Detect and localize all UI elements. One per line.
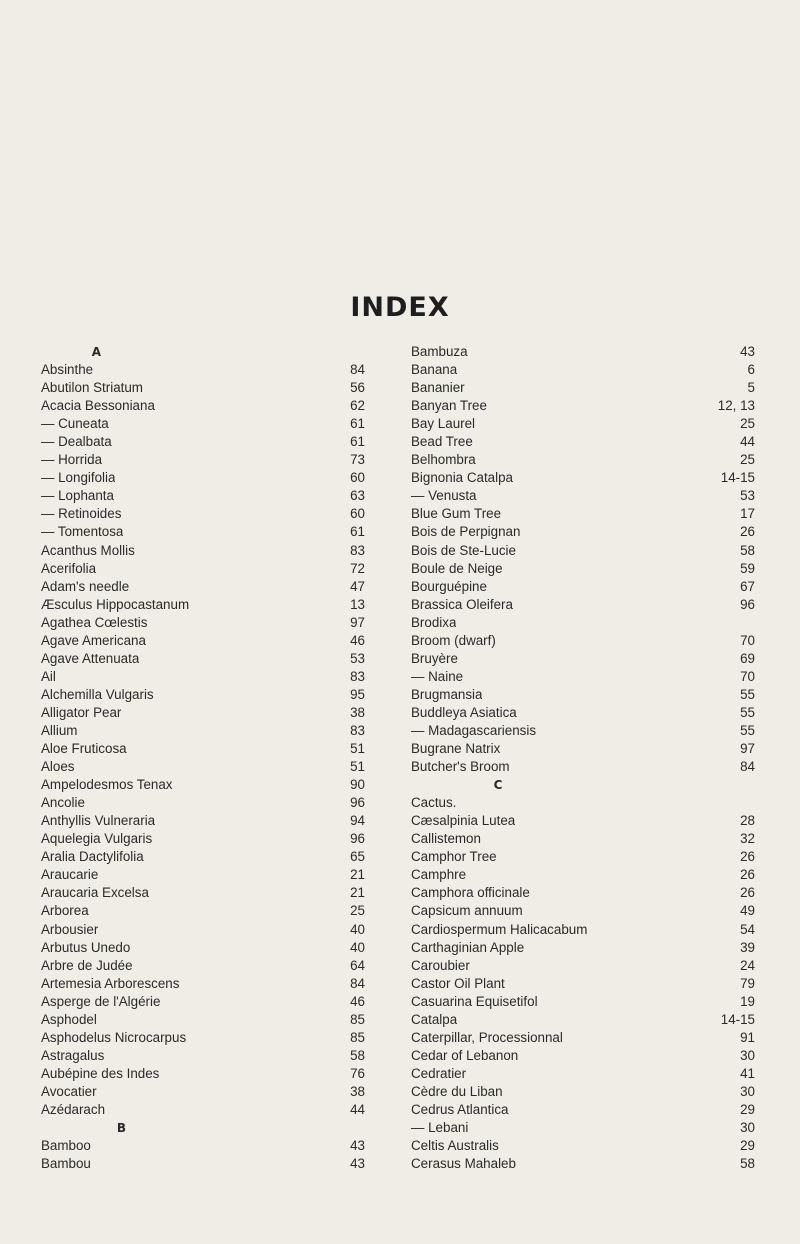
entry-name: — Lebani xyxy=(411,1120,469,1136)
entry-page: 46 xyxy=(350,993,365,1009)
index-entry xyxy=(41,975,365,993)
entry-page: 51 xyxy=(350,741,365,757)
index-entry xyxy=(411,1029,755,1047)
entry-name: Aralia Dactylifolia xyxy=(41,849,144,865)
index-entry xyxy=(41,632,365,650)
section-letter: C xyxy=(493,778,503,793)
entry-page: 64 xyxy=(350,957,365,973)
entry-page: 40 xyxy=(350,921,365,937)
entry-page: 47 xyxy=(350,578,365,594)
entry-name: Arbousier xyxy=(41,921,99,937)
index-entry xyxy=(411,1155,755,1173)
entry-page: 43 xyxy=(740,344,755,359)
index-entry xyxy=(41,1155,365,1173)
index-entry xyxy=(41,560,365,578)
entry-name: Butcher's Broom xyxy=(411,759,510,775)
entry-page: 61 xyxy=(350,434,365,450)
entry-page: 5 xyxy=(747,380,755,396)
entry-name: Bourguépine xyxy=(411,578,487,594)
entry-page: 14-15 xyxy=(720,1011,755,1027)
index-entry xyxy=(411,686,755,704)
index-entry xyxy=(411,433,755,451)
index-entry xyxy=(411,397,755,415)
entry-page: 21 xyxy=(350,867,365,883)
entry-page: 25 xyxy=(740,416,755,432)
entry-page: 30 xyxy=(740,1047,755,1063)
index-entry xyxy=(41,794,365,812)
entry-name: Aloes xyxy=(41,759,75,775)
index-entry xyxy=(411,650,755,668)
entry-page: 60 xyxy=(350,470,365,486)
index-entry xyxy=(411,830,755,848)
index-entry xyxy=(411,1047,755,1065)
entry-name: Banana xyxy=(411,362,458,378)
entry-name: Bambuza xyxy=(411,344,468,359)
index-entry xyxy=(41,614,365,632)
index-entry xyxy=(41,451,365,469)
index-entry xyxy=(41,722,365,740)
entry-name: Camphora officinale xyxy=(411,885,530,901)
index-entry xyxy=(411,957,755,975)
index-entry xyxy=(411,1011,755,1029)
entry-page: 30 xyxy=(740,1120,755,1136)
index-entry xyxy=(41,1011,365,1029)
entry-name: — Retinoides xyxy=(41,506,122,522)
entry-page: 14-15 xyxy=(720,470,755,486)
entry-page: 6 xyxy=(747,362,755,378)
index-entry xyxy=(411,487,755,505)
index-entry xyxy=(411,975,755,993)
entry-name: Casuarina Equisetifol xyxy=(411,993,538,1009)
entry-name: Broom (dwarf) xyxy=(411,632,496,648)
index-entry xyxy=(41,542,365,560)
index-entry xyxy=(41,1029,365,1047)
index-entry xyxy=(41,830,365,848)
index-entry xyxy=(41,812,365,830)
index-entry xyxy=(41,433,365,451)
entry-name: Caterpillar, Processionnal xyxy=(411,1029,563,1045)
entry-page: 84 xyxy=(350,362,365,378)
entry-name: Astragalus xyxy=(41,1047,105,1063)
entry-name: Carthaginian Apple xyxy=(411,939,525,955)
entry-name: Camphor Tree xyxy=(411,849,497,865)
entry-name: Capsicum annuum xyxy=(411,903,523,919)
entry-name: Arborea xyxy=(41,903,89,919)
entry-name: Ampelodesmos Tenax xyxy=(41,777,173,793)
entry-name: Acacia Bessoniana xyxy=(41,398,155,414)
index-entry xyxy=(41,578,365,596)
entry-name: — Tomentosa xyxy=(41,524,124,540)
entry-page: 61 xyxy=(350,524,365,540)
entry-name: Alligator Pear xyxy=(41,704,122,720)
entry-page: 26 xyxy=(740,885,755,901)
index-entry xyxy=(41,650,365,668)
index-entry xyxy=(411,812,755,830)
index-entry xyxy=(41,379,365,397)
section-heading xyxy=(411,776,755,794)
entry-name: Allium xyxy=(41,722,78,738)
index-entry xyxy=(411,343,755,361)
entry-page: 65 xyxy=(350,849,365,865)
entry-page: 97 xyxy=(350,614,365,630)
section-letter: A xyxy=(91,345,101,359)
entry-name: Aloe Fruticosa xyxy=(41,741,127,757)
index-entry xyxy=(41,848,365,866)
entry-name: Bugrane Natrix xyxy=(411,741,501,757)
entry-name: Bois de Ste-Lucie xyxy=(411,542,516,558)
entry-name: Bambou xyxy=(41,1156,91,1172)
entry-page: 26 xyxy=(740,524,755,540)
entry-page: 72 xyxy=(350,560,365,576)
index-entry xyxy=(411,866,755,884)
entry-page: 40 xyxy=(350,939,365,955)
section-heading xyxy=(41,343,365,361)
entry-name: Aquelegia Vulgaris xyxy=(41,831,153,847)
entry-name: Ail xyxy=(41,668,56,684)
index-entry xyxy=(411,469,755,487)
entry-page: 67 xyxy=(740,578,755,594)
index-entry xyxy=(41,596,365,614)
entry-name: Camphre xyxy=(411,867,467,883)
entry-page: 96 xyxy=(350,795,365,811)
index-entry xyxy=(41,921,365,939)
entry-page: 58 xyxy=(740,1156,755,1172)
entry-page: 38 xyxy=(350,704,365,720)
index-column-right xyxy=(411,343,755,1173)
entry-name: Artemesia Arborescens xyxy=(41,975,180,991)
entry-name: Asphodelus Nicrocarpus xyxy=(41,1029,187,1045)
entry-page: 24 xyxy=(740,957,755,973)
entry-name: Bois de Perpignan xyxy=(411,524,521,540)
entry-name: Celtis Australis xyxy=(411,1138,499,1154)
index-entry xyxy=(41,505,365,523)
entry-page: 44 xyxy=(350,1101,365,1117)
entry-name: Brodixa xyxy=(411,614,457,630)
entry-name: Abutilon Striatum xyxy=(41,380,143,396)
entry-page: 90 xyxy=(350,777,365,793)
entry-page: 29 xyxy=(740,1101,755,1117)
entry-name: — Venusta xyxy=(411,488,477,504)
index-entry xyxy=(411,848,755,866)
entry-page: 60 xyxy=(350,506,365,522)
entry-page: 17 xyxy=(740,506,755,522)
entry-name: Cerasus Mahaleb xyxy=(411,1156,516,1172)
entry-name: Boule de Neige xyxy=(411,560,503,576)
entry-name: Æsculus Hippocastanum xyxy=(41,596,190,612)
entry-page: 97 xyxy=(740,741,755,757)
entry-name: Cedar of Lebanon xyxy=(411,1047,519,1063)
entry-name: Callistemon xyxy=(411,831,481,847)
entry-page: 46 xyxy=(350,632,365,648)
entry-page: 53 xyxy=(740,488,755,504)
entry-name: Aubépine des Indes xyxy=(41,1065,160,1081)
entry-page: 61 xyxy=(350,416,365,432)
entry-page: 54 xyxy=(740,921,755,937)
index-entry xyxy=(41,523,365,541)
entry-page: 85 xyxy=(350,1029,365,1045)
index-entry xyxy=(41,361,365,379)
index-entry xyxy=(411,1083,755,1101)
entry-page: 53 xyxy=(350,650,365,666)
entry-name: Asphodel xyxy=(41,1011,97,1027)
entry-page: 79 xyxy=(740,975,755,991)
index-entry xyxy=(411,1119,755,1137)
entry-name: Agave Americana xyxy=(41,632,146,648)
entry-name: Cæsalpinia Lutea xyxy=(411,813,516,829)
index-entry xyxy=(41,397,365,415)
entry-name: Brugmansia xyxy=(411,686,483,702)
index-entry xyxy=(41,902,365,920)
index-entry xyxy=(411,722,755,740)
entry-name: Cedrus Atlantica xyxy=(411,1101,509,1117)
entry-name: Agathea Cœlestis xyxy=(41,614,148,630)
entry-name: Bananier xyxy=(411,380,465,396)
entry-name: Bamboo xyxy=(41,1138,91,1154)
entry-name: Arbre de Judée xyxy=(41,957,133,973)
entry-name: Ancolie xyxy=(41,795,85,811)
index-entry xyxy=(411,794,755,812)
entry-name: Arbutus Unedo xyxy=(41,939,131,955)
index-entry xyxy=(41,686,365,704)
entry-page: 49 xyxy=(740,903,755,919)
entry-page: 13 xyxy=(350,596,365,612)
index-entry xyxy=(41,469,365,487)
entry-name: Acerifolia xyxy=(41,560,97,576)
entry-name: Alchemilla Vulgaris xyxy=(41,686,154,702)
entry-name: Asperge de l'Algérie xyxy=(41,993,161,1009)
index-entry xyxy=(411,902,755,920)
index-entry xyxy=(411,415,755,433)
index-entry xyxy=(41,1065,365,1083)
entry-name: — Dealbata xyxy=(41,434,112,450)
index-entry xyxy=(411,505,755,523)
entry-name: Agave Attenuata xyxy=(41,650,140,666)
entry-page: 39 xyxy=(740,939,755,955)
entry-name: Banyan Tree xyxy=(411,398,487,414)
entry-name: Adam's needle xyxy=(41,578,130,594)
index-entry xyxy=(411,451,755,469)
entry-name: Anthyllis Vulneraria xyxy=(41,813,156,829)
index-entry xyxy=(41,1101,365,1119)
index-entry xyxy=(41,704,365,722)
index-entry xyxy=(411,542,755,560)
index-entry xyxy=(41,957,365,975)
entry-page: 25 xyxy=(740,452,755,468)
index-entry xyxy=(411,1101,755,1119)
entry-name: Bead Tree xyxy=(411,434,473,450)
entry-page: 85 xyxy=(350,1011,365,1027)
entry-page: 43 xyxy=(350,1156,365,1172)
entry-page: 59 xyxy=(740,560,755,576)
entry-page: 21 xyxy=(350,885,365,901)
entry-page: 58 xyxy=(350,1047,365,1063)
entry-page: 76 xyxy=(350,1065,365,1081)
entry-page: 73 xyxy=(350,452,365,468)
entry-name: Azédarach xyxy=(41,1101,106,1117)
index-entry xyxy=(41,740,365,758)
entry-page: 96 xyxy=(350,831,365,847)
index-entry xyxy=(41,776,365,794)
entry-name: Cactus. xyxy=(411,795,457,811)
entry-page: 62 xyxy=(350,398,365,414)
index-entry xyxy=(411,578,755,596)
section-letter: B xyxy=(116,1121,126,1136)
entry-page: 43 xyxy=(350,1138,365,1154)
entry-page: 84 xyxy=(350,975,365,991)
entry-page: 95 xyxy=(350,686,365,702)
entry-name: Araucarie xyxy=(41,867,99,883)
entry-page: 51 xyxy=(350,759,365,775)
entry-name: Catalpa xyxy=(411,1011,458,1027)
entry-name: Brassica Oleifera xyxy=(411,596,513,612)
index-entry xyxy=(411,1137,755,1155)
entry-page: 63 xyxy=(350,488,365,504)
entry-page: 26 xyxy=(740,867,755,883)
entry-name: Cèdre du Liban xyxy=(411,1083,503,1099)
entry-page: 44 xyxy=(740,434,755,450)
entry-name: Bignonia Catalpa xyxy=(411,470,513,486)
entry-name: Avocatier xyxy=(41,1083,97,1099)
entry-page: 96 xyxy=(740,596,755,612)
index-entry xyxy=(411,379,755,397)
entry-page: 83 xyxy=(350,668,365,684)
index-entry xyxy=(411,884,755,902)
entry-page: 12, 13 xyxy=(717,398,755,414)
entry-page: 29 xyxy=(740,1138,755,1154)
entry-page: 91 xyxy=(740,1029,755,1045)
entry-page: 56 xyxy=(350,380,365,396)
entry-name: Absinthe xyxy=(41,362,94,378)
index-column-left xyxy=(41,343,365,1173)
index-entry xyxy=(411,614,755,632)
entry-name: — Cuneata xyxy=(41,416,109,432)
entry-page: 83 xyxy=(350,722,365,738)
index-entry xyxy=(41,1083,365,1101)
index-entry xyxy=(411,560,755,578)
entry-page: 25 xyxy=(350,903,365,919)
entry-name: Bruyère xyxy=(411,650,458,666)
entry-page: 41 xyxy=(740,1065,755,1081)
entry-name: Castor Oil Plant xyxy=(411,975,505,991)
index-entry xyxy=(41,415,365,433)
entry-page: 32 xyxy=(740,831,755,847)
entry-page: 55 xyxy=(740,686,755,702)
entry-page: 28 xyxy=(740,813,755,829)
entry-name: — Madagascariensis xyxy=(411,722,537,738)
entry-page: 58 xyxy=(740,542,755,558)
index-entry xyxy=(411,1065,755,1083)
entry-name: — Lophanta xyxy=(41,488,114,504)
index-entry xyxy=(41,668,365,686)
index-entry xyxy=(41,993,365,1011)
index-entry xyxy=(41,939,365,957)
entry-page: 55 xyxy=(740,704,755,720)
index-entry xyxy=(411,993,755,1011)
entry-name: Acanthus Mollis xyxy=(41,542,135,558)
entry-name: Caroubier xyxy=(411,957,470,973)
index-entry xyxy=(41,487,365,505)
entry-page: 70 xyxy=(740,632,755,648)
entry-name: Belhombra xyxy=(411,452,476,468)
index-entry xyxy=(411,939,755,957)
entry-name: Araucaria Excelsa xyxy=(41,885,149,901)
index-entry xyxy=(411,758,755,776)
index-entry xyxy=(41,758,365,776)
section-heading xyxy=(41,1119,365,1137)
entry-name: — Longifolia xyxy=(41,470,116,486)
entry-page: 38 xyxy=(350,1083,365,1099)
index-entry xyxy=(411,704,755,722)
index-entry xyxy=(411,523,755,541)
entry-name: Cardiospermum Halicacabum xyxy=(411,921,588,937)
entry-page: 84 xyxy=(740,759,755,775)
entry-page: 69 xyxy=(740,650,755,666)
entry-name: — Horrida xyxy=(41,452,103,468)
entry-name: — Naine xyxy=(411,668,464,684)
index-entry xyxy=(411,740,755,758)
index-entry xyxy=(411,596,755,614)
entry-page: 55 xyxy=(740,722,755,738)
entry-name: Bay Laurel xyxy=(411,416,476,432)
index-entry xyxy=(411,921,755,939)
entry-page: 70 xyxy=(740,668,755,684)
entry-page: 94 xyxy=(350,813,365,829)
index-entry xyxy=(41,1047,365,1065)
index-entry xyxy=(41,866,365,884)
entry-name: Cedratier xyxy=(411,1065,467,1081)
entry-page: 26 xyxy=(740,849,755,865)
index-entry xyxy=(411,632,755,650)
page-title: INDEX xyxy=(350,292,450,323)
entry-page: 30 xyxy=(740,1083,755,1099)
index-entry xyxy=(41,884,365,902)
entry-name: Buddleya Asiatica xyxy=(411,704,517,720)
entry-page: 83 xyxy=(350,542,365,558)
index-entry xyxy=(411,668,755,686)
index-entry xyxy=(411,361,755,379)
entry-page: 19 xyxy=(740,993,755,1009)
entry-name: Blue Gum Tree xyxy=(411,506,502,522)
index-entry xyxy=(41,1137,365,1155)
